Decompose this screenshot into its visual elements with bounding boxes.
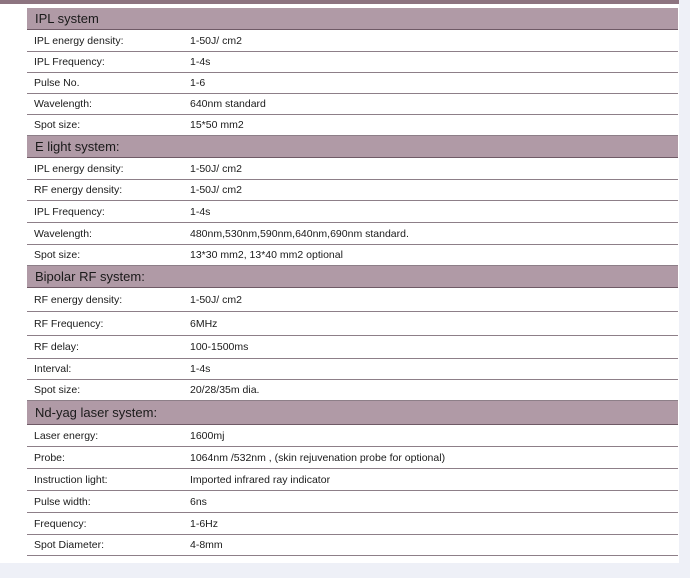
spec-label: Laser energy: [34, 429, 99, 442]
spec-value: 15*50 mm2 [190, 119, 244, 131]
spec-label: Spot size: [34, 119, 81, 131]
spec-label: Pulse No. [34, 77, 80, 89]
spec-value: 6ns [190, 495, 207, 508]
section-header: Nd-yag laser system: [27, 401, 678, 425]
spec-row [27, 245, 678, 266]
spec-label: Wavelength: [34, 227, 92, 240]
spec-value: 6MHz [190, 317, 218, 330]
spec-value: 1064nm /532nm , (skin rejuvenation probe for optional) [190, 451, 446, 464]
spec-label: Probe: [34, 451, 65, 464]
section-header: IPL system [27, 8, 678, 30]
spec-label: Spot Diameter: [34, 539, 105, 551]
spec-row [27, 447, 678, 469]
spec-value: 1-6Hz [190, 517, 219, 530]
spec-value: 1-4s [190, 363, 211, 375]
spec-row [27, 469, 678, 491]
spec-value: 1-4s [190, 205, 211, 218]
spec-label: RF Frequency: [34, 317, 104, 330]
spec-row [27, 180, 678, 201]
spec-row [27, 491, 678, 513]
spec-label: IPL energy density: [34, 34, 124, 47]
spec-value: 1-50J/ cm2 [190, 162, 242, 175]
spec-label: IPL Frequency: [34, 205, 105, 218]
spec-label: Spot size: [34, 384, 81, 396]
spec-row [27, 52, 678, 73]
spec-label: Wavelength: [34, 98, 92, 110]
spec-value: 100-1500ms [190, 341, 249, 353]
spec-row [27, 94, 678, 115]
page-margin [679, 0, 690, 578]
spec-value: 1-50J/ cm2 [190, 293, 242, 306]
spec-row [27, 380, 678, 401]
spec-row [27, 158, 678, 180]
spec-label: IPL Frequency: [34, 56, 105, 68]
spec-table [27, 8, 678, 556]
spec-value: 20/28/35m dia. [190, 384, 260, 396]
spec-label: RF energy density: [34, 293, 123, 306]
spec-value: Imported infrared ray indicator [190, 473, 331, 486]
spec-label: IPL energy density: [34, 162, 124, 175]
spec-label: RF energy density: [34, 184, 123, 196]
spec-value: 1600mj [190, 429, 225, 442]
spec-row [27, 336, 678, 359]
spec-row [27, 115, 678, 136]
spec-row [27, 201, 678, 223]
spec-row [27, 73, 678, 94]
spec-label: RF delay: [34, 341, 79, 353]
spec-value: 480nm,530nm,590nm,640nm,690nm standard. [190, 227, 409, 240]
spec-row [27, 425, 678, 447]
spec-value: 640nm standard [190, 98, 266, 110]
spec-label: Frequency: [34, 517, 87, 530]
section-header: Bipolar RF system: [27, 266, 678, 288]
spec-label: Pulse width: [34, 495, 91, 508]
spec-row [27, 312, 678, 336]
spec-value: 1-50J/ cm2 [190, 184, 242, 196]
spec-value: 4-8mm [190, 539, 223, 551]
spec-label: Spot size: [34, 249, 81, 261]
spec-label: Interval: [34, 363, 72, 375]
spec-row [27, 30, 678, 52]
spec-value: 13*30 mm2, 13*40 mm2 optional [190, 249, 343, 261]
spec-row [27, 513, 678, 535]
spec-row [27, 288, 678, 312]
spec-value: 1-4s [190, 56, 211, 68]
section-header: E light system: [27, 136, 678, 158]
spec-label: Instruction light: [34, 473, 108, 486]
spec-value: 1-6 [190, 77, 206, 89]
spec-row [27, 359, 678, 380]
spec-row [27, 535, 678, 556]
spec-row [27, 223, 678, 245]
spec-value: 1-50J/ cm2 [190, 34, 242, 47]
